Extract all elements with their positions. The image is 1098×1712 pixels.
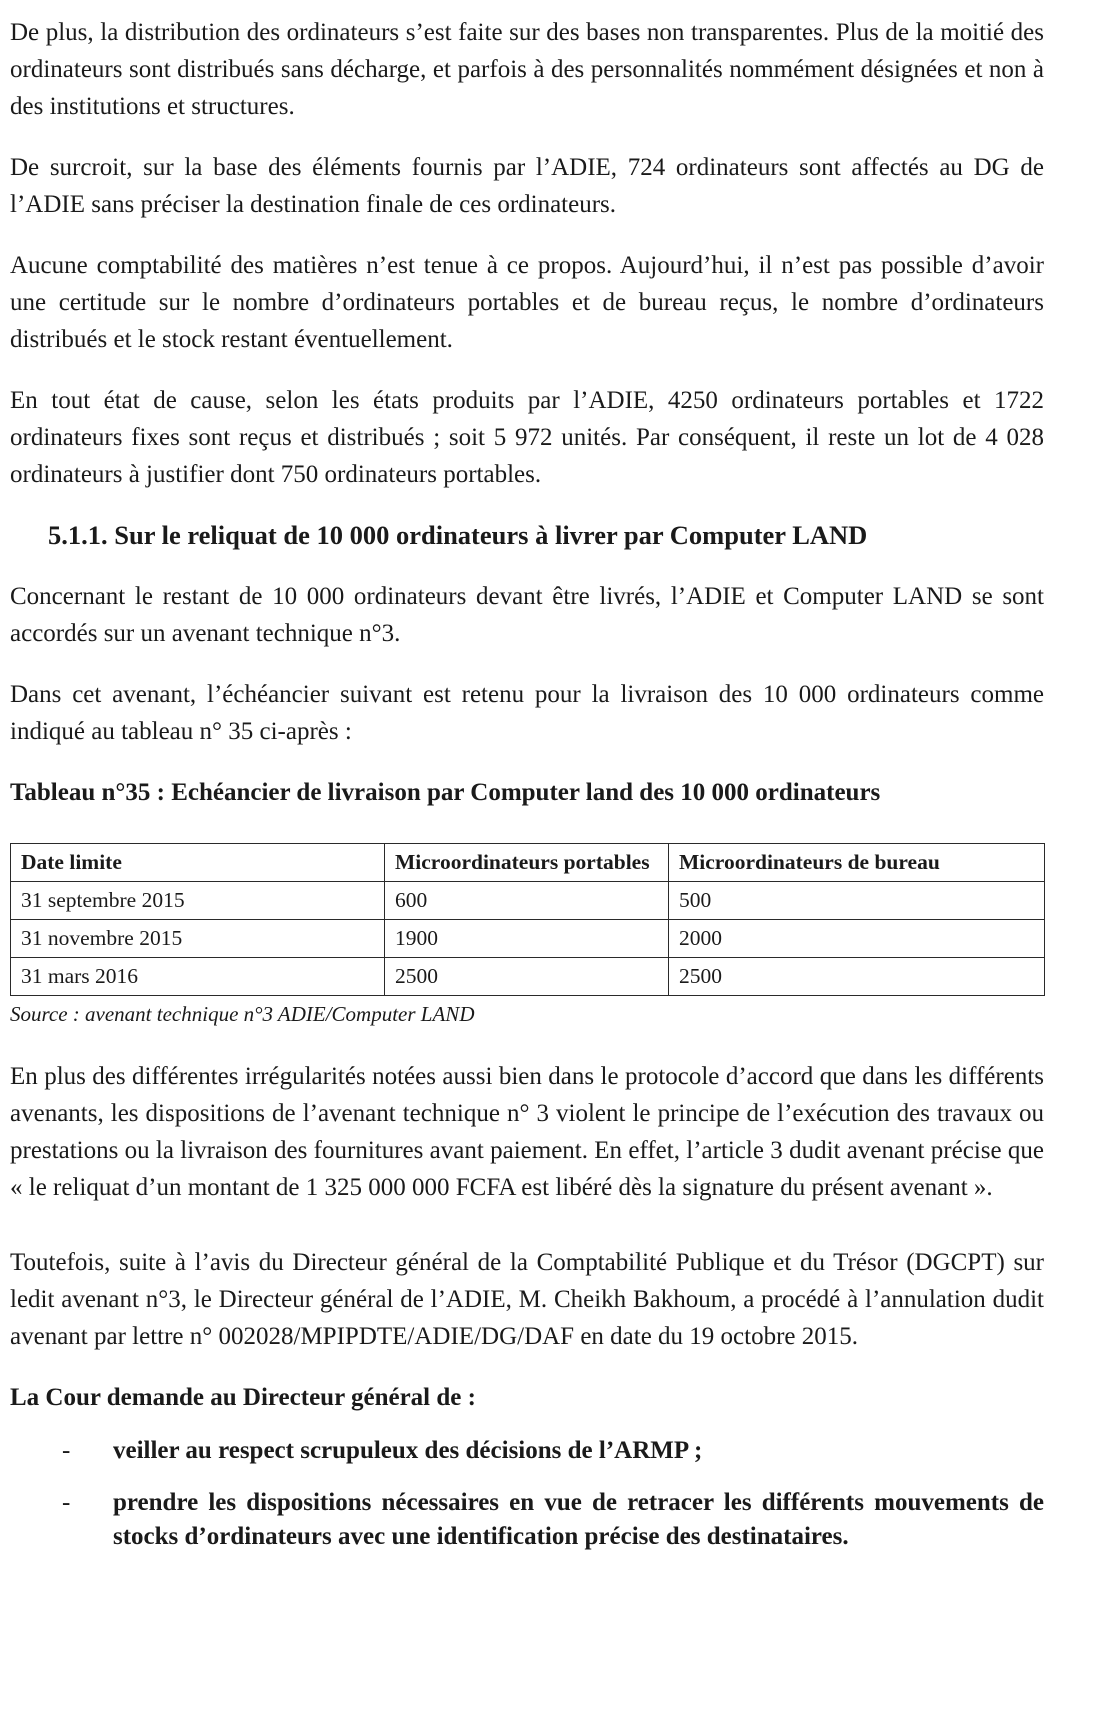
paragraph-dg-allocation: De surcroit, sur la base des éléments fournis par l’ADIE, 724 ordinateurs sont affectés au DG de l’ADIE sans préciser la destination finale de ces ordinateurs. <box>10 154 1044 218</box>
table-cell-date: 31 mars 2016 <box>11 958 385 996</box>
recommendations-intro: La Cour demande au Directeur général de : <box>10 1384 476 1411</box>
table-cell-date: 31 novembre 2015 <box>11 920 385 958</box>
list-bullet: - <box>62 1489 71 1516</box>
document-page <box>10 14 1044 1572</box>
header-date-limite: Date limite <box>11 844 385 882</box>
paragraph-irregularities: En plus des différentes irrégularités notées aussi bien dans le protocole d’accord que dans les différents avenants, les dispositions de l’avenant technique n° 3 violent le principe de l’exécution des travaux ou prestations ou la livraison des fournitures avant paiement. En effet, l’article 3 dudit avenant précise que « le reliquat d’un montant de 1 325 000 000 FCFA est libéré dès la signature du présent avenant ». <box>10 1063 1044 1201</box>
recommendation-text: veiller au respect scrupuleux des décisions de l’ARMP ; <box>113 1437 703 1464</box>
table-caption: Tableau n°35 : Echéancier de livraison par Computer land des 10 000 ordinateurs <box>10 779 881 806</box>
table-cell-portables: 1900 <box>385 920 669 958</box>
delivery-schedule-table <box>10 843 1045 996</box>
paragraph-distribution: De plus, la distribution des ordinateurs s’est faite sur des bases non transparentes. Plus de la moitié des ordinateurs sont distribués sans décharge, et parfois à des personnalités nommément désignées et non à des institutions et structures. <box>10 19 1044 120</box>
section-heading: 5.1.1. Sur le reliquat de 10 000 ordinateurs à livrer par Computer LAND <box>48 520 868 550</box>
paragraph-totals: En tout état de cause, selon les états produits par l’ADIE, 4250 ordinateurs portables et 1722 ordinateurs fixes sont reçus et distribués ; soit 5 972 unités. Par conséquent, il reste un lot de 4 028 ordinateurs à justifier dont 750 ordinateurs portables. <box>10 387 1044 488</box>
table-cell-bureau: 500 <box>669 882 1045 920</box>
table-cell-bureau: 2000 <box>669 920 1045 958</box>
recommendations-list <box>10 1434 1044 1554</box>
paragraph-accounting: Aucune comptabilité des matières n’est tenue à ce propos. Aujourd’hui, il n’est pas possible d’avoir une certitude sur le nombre d’ordinateurs portables et de bureau reçus, le nombre d’ordinateurs distribués et le stock restant éventuellement. <box>10 252 1044 353</box>
table-cell-portables: 2500 <box>385 958 669 996</box>
paragraph-schedule-intro: Dans cet avenant, l’échéancier suivant est retenu pour la livraison des 10 000 ordinateurs comme indiqué au tableau n° 35 ci-après : <box>10 681 1044 745</box>
table-source: Source : avenant technique n°3 ADIE/Computer LAND <box>10 1002 475 1026</box>
header-bureau: Microordinateurs de bureau <box>669 844 1045 882</box>
table-cell-portables: 600 <box>385 882 669 920</box>
paragraph-avenant: Concernant le restant de 10 000 ordinateurs devant être livrés, l’ADIE et Computer LAND se sont accordés sur un avenant technique n°3. <box>10 583 1044 647</box>
table-row <box>11 958 1045 996</box>
table-header-row <box>11 844 1045 882</box>
recommendation-text: prendre les dispositions nécessaires en vue de retracer les différents mouvements de stocks d’ordinateurs avec une identification précise des destinataires. <box>113 1489 1044 1550</box>
table-cell-date: 31 septembre 2015 <box>11 882 385 920</box>
table-cell-bureau: 2500 <box>669 958 1045 996</box>
recommendation-item <box>10 1486 1044 1554</box>
list-bullet: - <box>62 1437 71 1464</box>
recommendation-item <box>10 1434 1044 1468</box>
paragraph-annulation: Toutefois, suite à l’avis du Directeur général de la Comptabilité Publique et du Trésor (DGCPT) sur ledit avenant n°3, le Directeur général de l’ADIE, M. Cheikh Bakhoum, a procédé à l’annulation dudit avenant par lettre n° 002028/MPIPDTE/ADIE/DG/DAF en date du 19 octobre 2015. <box>10 1249 1044 1350</box>
table-row <box>11 882 1045 920</box>
header-portables: Microordinateurs portables <box>385 844 669 882</box>
table-row <box>11 920 1045 958</box>
